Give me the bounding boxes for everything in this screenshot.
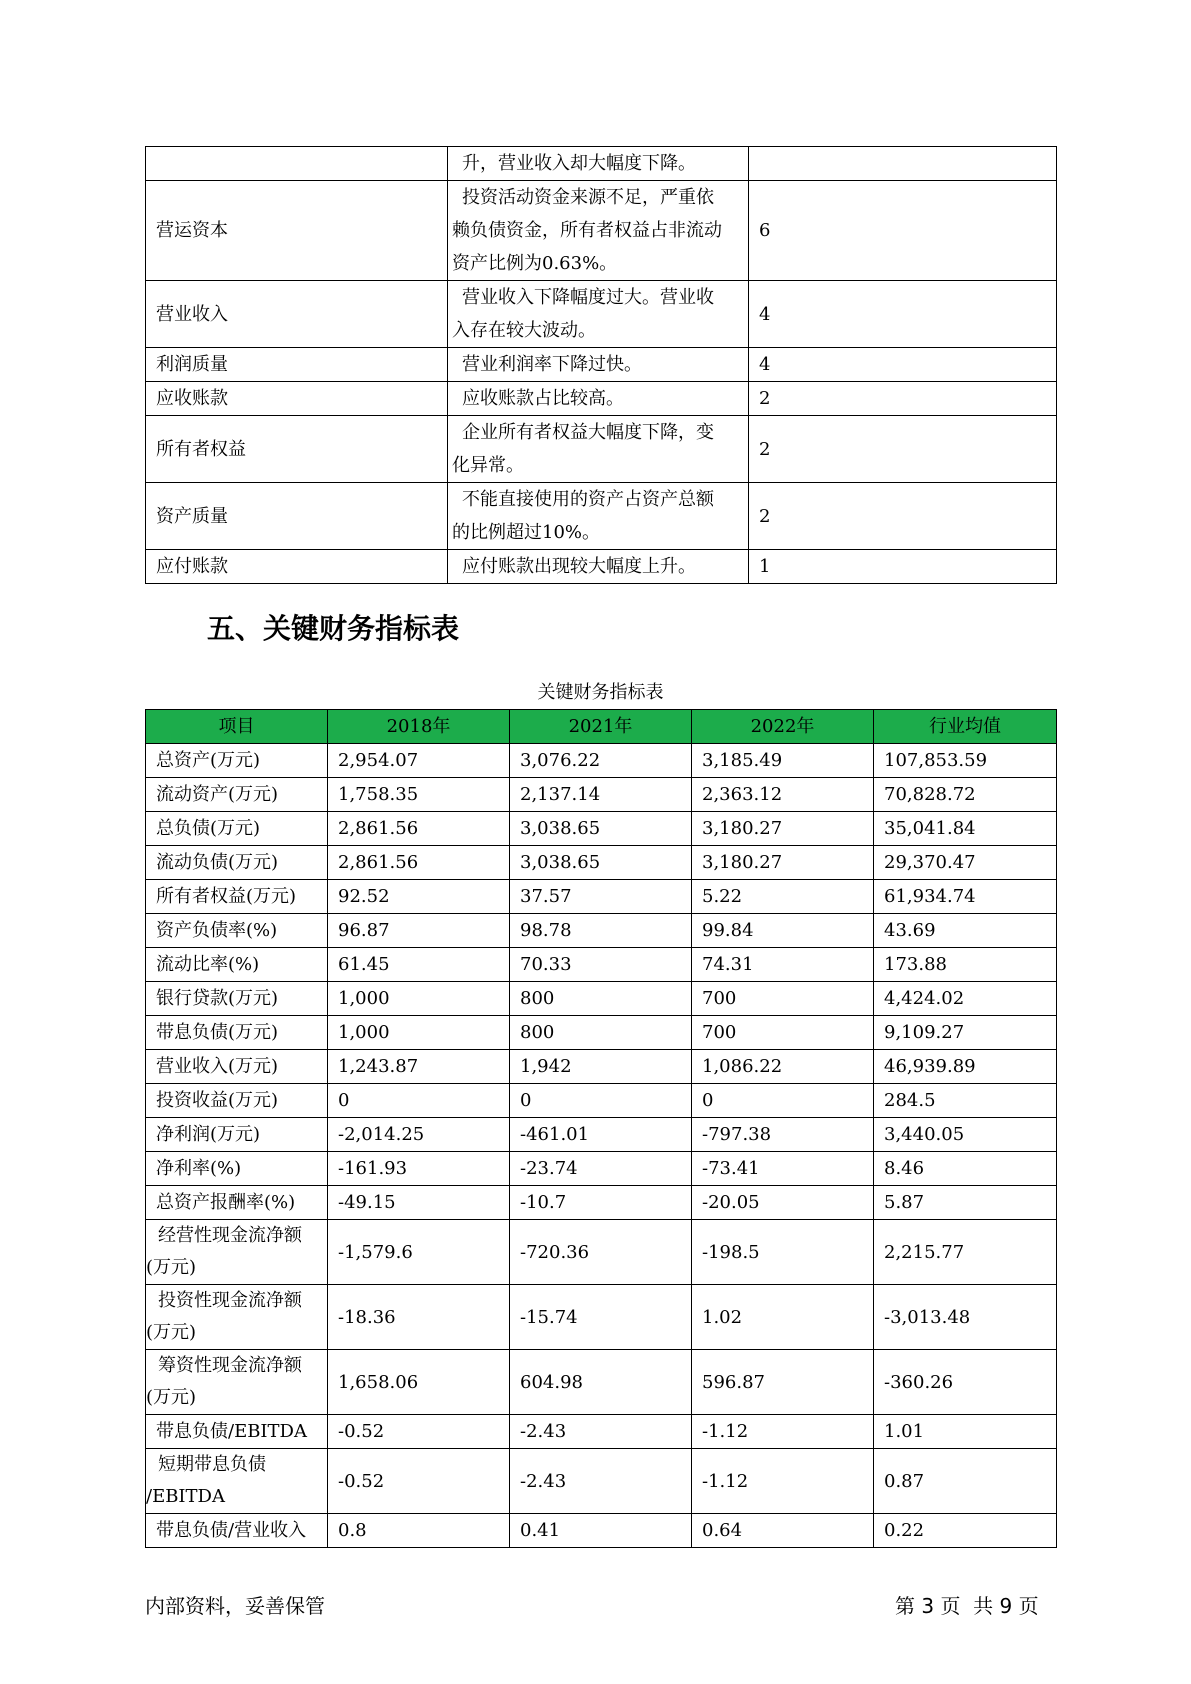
indicator-value-cell: 4,424.02 (874, 982, 1057, 1016)
indicator-value-cell: 700 (692, 982, 874, 1016)
risk-description-cell: 营业利润率下降过快。 (448, 348, 749, 382)
financial-table-row (146, 982, 1057, 1016)
indicator-label-cell: 筹资性现金流净额 (万元) (146, 1350, 328, 1415)
risk-score-cell: 2 (749, 483, 1057, 550)
financial-table-row (146, 1118, 1057, 1152)
risk-score-cell: 4 (749, 348, 1057, 382)
indicator-value-cell: -720.36 (510, 1220, 692, 1285)
risk-score-cell: 2 (749, 382, 1057, 416)
indicator-value-cell: -2.43 (510, 1415, 692, 1449)
indicator-label-cell: 净利润(万元) (146, 1118, 328, 1152)
indicator-value-cell: 2,215.77 (874, 1220, 1057, 1285)
indicator-value-cell: 29,370.47 (874, 846, 1057, 880)
indicator-label-cell: 投资性现金流净额 (万元) (146, 1285, 328, 1350)
indicator-value-cell: -360.26 (874, 1350, 1057, 1415)
indicator-value-cell: 0.87 (874, 1449, 1057, 1514)
risk-item-cell: 营运资本 (146, 181, 448, 281)
indicator-value-cell: 596.87 (692, 1350, 874, 1415)
indicator-value-cell: 5.22 (692, 880, 874, 914)
risk-description-cell: 企业所有者权益大幅度下降，变 化异常。 (448, 416, 749, 483)
financial-table-header (146, 710, 1057, 744)
indicator-value-cell: 0.64 (692, 1514, 874, 1548)
indicator-value-cell: 8.46 (874, 1152, 1057, 1186)
financial-table-row (146, 1050, 1057, 1084)
indicator-value-cell: 2,363.12 (692, 778, 874, 812)
indicator-value-cell: 61.45 (328, 948, 510, 982)
risk-table-row (146, 281, 1057, 348)
risk-table-row (146, 416, 1057, 483)
financial-table-row (146, 1449, 1057, 1514)
financial-table-row (146, 1350, 1057, 1415)
indicator-value-cell: -49.15 (328, 1186, 510, 1220)
financial-indicators-table (145, 709, 1057, 1548)
risk-table-row (146, 147, 1057, 181)
risk-item-cell: 营业收入 (146, 281, 448, 348)
indicator-value-cell: 1,942 (510, 1050, 692, 1084)
risk-score-cell: 1 (749, 550, 1057, 584)
indicator-value-cell: -1,579.6 (328, 1220, 510, 1285)
indicator-value-cell: 0 (328, 1084, 510, 1118)
indicator-value-cell: 107,853.59 (874, 744, 1057, 778)
indicator-value-cell: 800 (510, 982, 692, 1016)
indicator-value-cell: -3,013.48 (874, 1285, 1057, 1350)
indicator-value-cell: -2,014.25 (328, 1118, 510, 1152)
indicator-value-cell: -198.5 (692, 1220, 874, 1285)
indicator-value-cell: 92.52 (328, 880, 510, 914)
risk-table-row (146, 483, 1057, 550)
risk-description-cell: 营业收入下降幅度过大。营业收 入存在较大波动。 (448, 281, 749, 348)
risk-table-row (146, 382, 1057, 416)
indicator-value-cell: 9,109.27 (874, 1016, 1057, 1050)
financial-table-body (146, 710, 1057, 1548)
risk-description-cell: 不能直接使用的资产占资产总额 的比例超过10%。 (448, 483, 749, 550)
indicator-value-cell: 3,038.65 (510, 812, 692, 846)
indicator-value-cell: 2,861.56 (328, 812, 510, 846)
indicator-label-cell: 营业收入(万元) (146, 1050, 328, 1084)
financial-table-row (146, 1415, 1057, 1449)
indicator-value-cell: 99.84 (692, 914, 874, 948)
indicator-value-cell: -15.74 (510, 1285, 692, 1350)
footer-confidential-note: 内部资料，妥善保管 (145, 1594, 325, 1618)
indicator-value-cell: 0 (510, 1084, 692, 1118)
indicator-value-cell: -1.12 (692, 1449, 874, 1514)
risk-item-cell: 资产质量 (146, 483, 448, 550)
financial-table-row (146, 812, 1057, 846)
indicator-value-cell: 173.88 (874, 948, 1057, 982)
indicator-label-cell: 银行贷款(万元) (146, 982, 328, 1016)
indicator-label-cell: 带息负债(万元) (146, 1016, 328, 1050)
indicator-label-cell: 净利率(%) (146, 1152, 328, 1186)
indicator-value-cell: -0.52 (328, 1449, 510, 1514)
indicator-value-cell: -73.41 (692, 1152, 874, 1186)
financial-table-row (146, 948, 1057, 982)
indicator-value-cell: -10.7 (510, 1186, 692, 1220)
risk-description-cell: 应收账款占比较高。 (448, 382, 749, 416)
indicator-label-cell: 总资产(万元) (146, 744, 328, 778)
column-header-cell: 2022年 (692, 710, 874, 744)
indicator-value-cell: -461.01 (510, 1118, 692, 1152)
financial-table-row (146, 1152, 1057, 1186)
financial-table-row (146, 1016, 1057, 1050)
indicator-label-cell: 所有者权益(万元) (146, 880, 328, 914)
footer-page-number: 第 3 页 共 9 页 (895, 1594, 1039, 1618)
indicator-label-cell: 带息负债/EBITDA (146, 1415, 328, 1449)
indicator-value-cell: 1,000 (328, 1016, 510, 1050)
indicator-value-cell: 0 (692, 1084, 874, 1118)
financial-table-row (146, 1285, 1057, 1350)
indicator-value-cell: 0.8 (328, 1514, 510, 1548)
indicator-label-cell: 投资收益(万元) (146, 1084, 328, 1118)
indicator-value-cell: 2,861.56 (328, 846, 510, 880)
indicator-value-cell: 37.57 (510, 880, 692, 914)
indicator-value-cell: 1,658.06 (328, 1350, 510, 1415)
indicator-label-cell: 流动资产(万元) (146, 778, 328, 812)
indicator-value-cell: 1,243.87 (328, 1050, 510, 1084)
financial-table-row (146, 1186, 1057, 1220)
indicator-label-cell: 流动比率(%) (146, 948, 328, 982)
indicator-value-cell: 1,000 (328, 982, 510, 1016)
indicator-value-cell: 3,180.27 (692, 812, 874, 846)
section-heading: 五、关键财务指标表 (207, 612, 460, 645)
indicator-value-cell: 3,038.65 (510, 846, 692, 880)
financial-table-row (146, 880, 1057, 914)
risk-item-cell (146, 147, 448, 181)
risk-score-cell: 2 (749, 416, 1057, 483)
indicator-value-cell: -797.38 (692, 1118, 874, 1152)
indicator-value-cell: 46,939.89 (874, 1050, 1057, 1084)
indicator-value-cell: 61,934.74 (874, 880, 1057, 914)
indicator-label-cell: 短期带息负债 /EBITDA (146, 1449, 328, 1514)
indicator-value-cell: 3,440.05 (874, 1118, 1057, 1152)
indicator-value-cell: -1.12 (692, 1415, 874, 1449)
indicator-value-cell: 3,180.27 (692, 846, 874, 880)
indicator-value-cell: 98.78 (510, 914, 692, 948)
indicator-value-cell: -18.36 (328, 1285, 510, 1350)
risk-score-cell: 6 (749, 181, 1057, 281)
indicator-value-cell: -20.05 (692, 1186, 874, 1220)
indicator-value-cell: -2.43 (510, 1449, 692, 1514)
indicator-label-cell: 总资产报酬率(%) (146, 1186, 328, 1220)
indicator-value-cell: -161.93 (328, 1152, 510, 1186)
financial-table-row (146, 1514, 1057, 1548)
indicator-label-cell: 带息负债/营业收入 (146, 1514, 328, 1548)
risk-table (145, 146, 1057, 584)
indicator-value-cell: 700 (692, 1016, 874, 1050)
indicator-value-cell: 35,041.84 (874, 812, 1057, 846)
risk-table-row (146, 181, 1057, 281)
indicator-value-cell: -23.74 (510, 1152, 692, 1186)
indicator-value-cell: 604.98 (510, 1350, 692, 1415)
indicator-label-cell: 总负债(万元) (146, 812, 328, 846)
indicator-value-cell: 1,086.22 (692, 1050, 874, 1084)
indicator-value-cell: 0.41 (510, 1514, 692, 1548)
risk-table-body (146, 147, 1057, 584)
indicator-value-cell: 1,758.35 (328, 778, 510, 812)
column-header-cell: 2018年 (328, 710, 510, 744)
financial-table-row (146, 1220, 1057, 1285)
risk-score-cell (749, 147, 1057, 181)
risk-item-cell: 利润质量 (146, 348, 448, 382)
column-header-cell: 项目 (146, 710, 328, 744)
financial-table-row (146, 1084, 1057, 1118)
risk-item-cell: 应收账款 (146, 382, 448, 416)
risk-description-cell: 投资活动资金来源不足，严重依 赖负债资金，所有者权益占非流动 资产比例为0.63%。 (448, 181, 749, 281)
indicator-label-cell: 资产负债率(%) (146, 914, 328, 948)
risk-item-cell: 所有者权益 (146, 416, 448, 483)
financial-table-row (146, 914, 1057, 948)
column-header-cell: 2021年 (510, 710, 692, 744)
financial-table-row (146, 744, 1057, 778)
indicator-value-cell: -0.52 (328, 1415, 510, 1449)
indicator-value-cell: 0.22 (874, 1514, 1057, 1548)
indicator-value-cell: 74.31 (692, 948, 874, 982)
indicator-value-cell: 3,076.22 (510, 744, 692, 778)
table-caption: 关键财务指标表 (537, 682, 664, 703)
indicator-value-cell: 800 (510, 1016, 692, 1050)
indicator-value-cell: 284.5 (874, 1084, 1057, 1118)
indicator-value-cell: 1.02 (692, 1285, 874, 1350)
indicator-value-cell: 43.69 (874, 914, 1057, 948)
risk-table-row (146, 348, 1057, 382)
indicator-label-cell: 流动负债(万元) (146, 846, 328, 880)
risk-table-row (146, 550, 1057, 584)
indicator-value-cell: 96.87 (328, 914, 510, 948)
risk-description-cell: 应付账款出现较大幅度上升。 (448, 550, 749, 584)
risk-description-cell: 升，营业收入却大幅度下降。 (448, 147, 749, 181)
financial-table-row (146, 846, 1057, 880)
risk-score-cell: 4 (749, 281, 1057, 348)
indicator-value-cell: 2,137.14 (510, 778, 692, 812)
indicator-value-cell: 5.87 (874, 1186, 1057, 1220)
indicator-value-cell: 70.33 (510, 948, 692, 982)
indicator-label-cell: 经营性现金流净额 (万元) (146, 1220, 328, 1285)
indicator-value-cell: 70,828.72 (874, 778, 1057, 812)
indicator-value-cell: 3,185.49 (692, 744, 874, 778)
indicator-value-cell: 1.01 (874, 1415, 1057, 1449)
risk-item-cell: 应付账款 (146, 550, 448, 584)
indicator-value-cell: 2,954.07 (328, 744, 510, 778)
financial-table-row (146, 778, 1057, 812)
column-header-cell: 行业均值 (874, 710, 1057, 744)
